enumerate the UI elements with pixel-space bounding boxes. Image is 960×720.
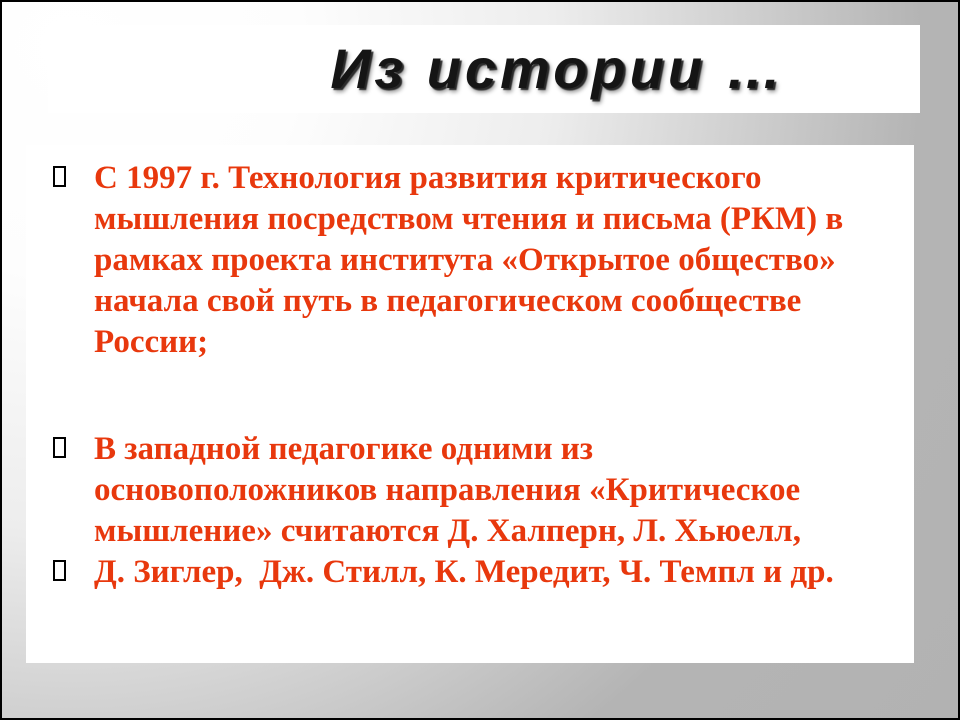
hollow-rectangle-bullet-icon [53,560,66,581]
bullet-text [94,429,910,552]
bullet-item [52,158,910,363]
bullet-line: начала свой путь в педагогическом сообществе [94,283,802,319]
bullet-line: мышления посредством чтения и письма (РКМ) в [94,201,844,237]
bullet-line: В западной педагогике одними из [94,431,594,467]
bullet-marker-col [52,552,94,581]
bullet-text [94,552,910,593]
bullet-text [94,158,910,363]
hollow-rectangle-bullet-icon [53,166,66,187]
bullet-line: Д. Зиглер, Дж. Стилл, К. Мередит, Ч. Темпл и др. [94,554,834,590]
bullet-line: С 1997 г. Технология развития критического [94,160,762,196]
hollow-rectangle-bullet-icon [53,437,66,458]
bullet-marker-col [52,158,94,187]
bullet-line: России; [94,324,209,360]
content-box [26,145,914,663]
bullet-marker-col [52,429,94,458]
slide-title: Из истории … [330,37,786,100]
title-box [48,25,920,113]
bullet-line: мышление» считаются Д. Халперн, Л. Хьюелл, [94,513,801,549]
bullet-item [52,552,910,593]
bullet-item [52,429,910,552]
bullet-line: основоположников направления «Критическое [94,472,801,508]
bullet-line: рамках проекта института «Открытое общество» [94,242,836,278]
